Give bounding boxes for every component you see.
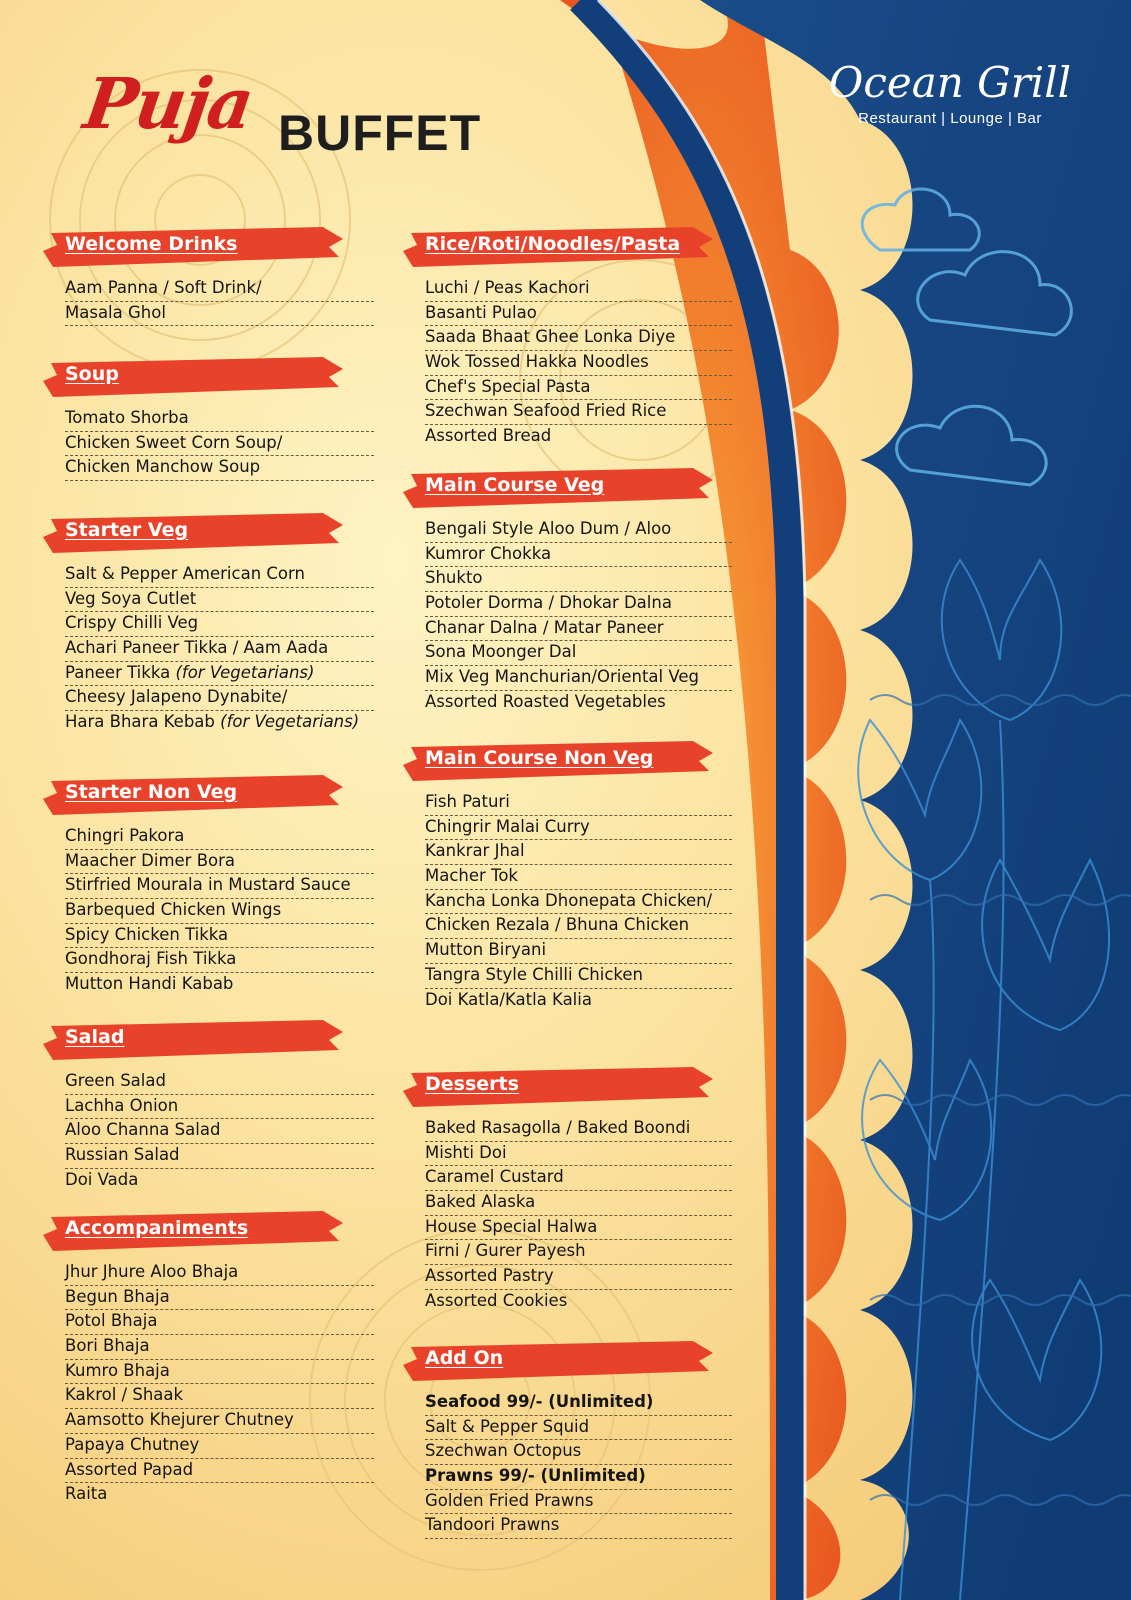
list-item: Baked Rasagolla / Baked Boondi: [425, 1117, 732, 1142]
section-heading: [65, 221, 374, 271]
list-item: Chicken Rezala / Bhuna Chicken: [425, 914, 732, 939]
vegetarian-note: (for Vegetarians): [220, 712, 360, 732]
list-item: Szechwan Octopus: [425, 1440, 732, 1465]
list-item: Chicken Sweet Corn Soup/: [65, 432, 374, 457]
list-item: Doi Katla/Katla Kalia: [425, 989, 592, 1009]
list-item: Doi Vada: [65, 1169, 139, 1189]
section-add-on: [425, 1335, 732, 1539]
list-starter-nonveg: [65, 825, 374, 998]
section-heading: [65, 507, 374, 557]
section-soup: [65, 351, 374, 481]
list-item: Chingrir Malai Curry: [425, 816, 732, 841]
list-item: Chingri Pakora: [65, 825, 374, 850]
section-salad: [65, 1014, 374, 1193]
heading-starter-veg: Starter Veg: [65, 519, 189, 541]
list-desserts: [425, 1117, 732, 1315]
list-item: Fish Paturi: [425, 791, 732, 816]
list-item: Assorted Cookies: [425, 1290, 568, 1310]
list-item: Crispy Chilli Veg: [65, 612, 374, 637]
list-item: Veg Soya Cutlet: [65, 588, 374, 613]
list-main-veg: [425, 518, 732, 716]
list-item: Macher Tok: [425, 865, 732, 890]
list-item: Chanar Dalna / Matar Paneer: [425, 617, 732, 642]
list-starter-veg: [65, 563, 374, 736]
list-item: Shukto: [425, 567, 732, 592]
list-item: Wok Tossed Hakka Noodles: [425, 351, 732, 376]
title-script-puja: Puja: [79, 62, 258, 145]
list-item: Assorted Papad: [65, 1459, 374, 1484]
heading-welcome-drinks: Welcome Drinks: [65, 233, 238, 255]
section-heading: [425, 735, 732, 785]
list-item: Szechwan Seafood Fried Rice: [425, 400, 732, 425]
section-desserts: [425, 1061, 732, 1315]
list-item: Potol Bhaja: [65, 1310, 374, 1335]
section-main-nonveg: [425, 735, 732, 1013]
list-item: Assorted Roasted Vegetables: [425, 691, 666, 711]
section-heading: [425, 1335, 732, 1385]
list-item: Mix Veg Manchurian/Oriental Veg: [425, 666, 732, 691]
item-text: Hara Bhara Kebab: [65, 712, 215, 732]
list-item: Cheesy Jalapeno Dynabite/: [65, 686, 374, 711]
list-main-nonveg: [425, 791, 732, 1013]
list-item: Saada Bhaat Ghee Lonka Diye: [425, 326, 732, 351]
list-item: [65, 662, 374, 687]
section-rice-roti: [425, 221, 732, 450]
list-item: Bori Bhaja: [65, 1335, 374, 1360]
section-heading: [425, 1061, 732, 1111]
list-item: Russian Salad: [65, 1144, 374, 1169]
list-item: Tandoori Prawns: [425, 1514, 732, 1539]
list-item: Assorted Pastry: [425, 1265, 732, 1290]
list-item: Golden Fried Prawns: [425, 1490, 732, 1515]
list-item: Maacher Dimer Bora: [65, 850, 374, 875]
list-item: Aamsotto Khejurer Chutney: [65, 1409, 374, 1434]
brand-logo: [820, 58, 1080, 127]
heading-accompaniments: Accompaniments: [65, 1217, 249, 1239]
list-item: Mutton Biryani: [425, 939, 732, 964]
list-item: Jhur Jhure Aloo Bhaja: [65, 1261, 374, 1286]
list-item: Begun Bhaja: [65, 1286, 374, 1311]
list-item: Kancha Lonka Dhonepata Chicken/: [425, 890, 732, 915]
list-item: Masala Ghol: [65, 302, 374, 327]
list-item: Kankrar Jhal: [425, 840, 732, 865]
list-item: Kumror Chokka: [425, 543, 732, 568]
list-item: Achari Paneer Tikka / Aam Aada: [65, 637, 374, 662]
list-item: Aloo Channa Salad: [65, 1119, 374, 1144]
list-item: Chicken Manchow Soup: [65, 456, 374, 481]
heading-main-veg: Main Course Veg: [425, 474, 605, 496]
list-item: Potoler Dorma / Dhokar Dalna: [425, 592, 732, 617]
heading-main-nonveg: Main Course Non Veg: [425, 747, 654, 769]
section-starter-nonveg: [65, 769, 374, 998]
list-item: Luchi / Peas Kachori: [425, 277, 732, 302]
list-item: Lachha Onion: [65, 1095, 374, 1120]
list-item: Chef's Special Pasta: [425, 376, 732, 401]
list-rice-roti: [425, 277, 732, 450]
list-item: Kakrol / Shaak: [65, 1384, 374, 1409]
list-salad: [65, 1070, 374, 1193]
vegetarian-note: (for Vegetarians): [175, 662, 315, 682]
brand-name: Ocean Grill: [828, 58, 1072, 107]
item-text: Paneer Tikka: [65, 662, 171, 682]
list-item: Baked Alaska: [425, 1191, 732, 1216]
list-item: Caramel Custard: [425, 1166, 732, 1191]
list-add-on: [425, 1391, 732, 1539]
section-heading: [65, 1205, 374, 1255]
section-starter-veg: [65, 507, 374, 736]
section-heading: [425, 221, 732, 271]
list-item: Assorted Bread: [425, 426, 552, 446]
heading-salad: Salad: [65, 1026, 125, 1048]
heading-soup: Soup: [65, 363, 119, 385]
list-item: Tomato Shorba: [65, 407, 374, 432]
heading-add-on: Add On: [425, 1347, 504, 1369]
list-item: Spicy Chicken Tikka: [65, 924, 374, 949]
list-item: Papaya Chutney: [65, 1434, 374, 1459]
section-heading: [425, 462, 732, 512]
list-item: Mishti Doi: [425, 1142, 732, 1167]
section-accompaniments: [65, 1205, 374, 1508]
section-welcome-drinks: [65, 221, 374, 326]
list-item: Firni / Gurer Payesh: [425, 1240, 732, 1265]
list-item: Tangra Style Chilli Chicken: [425, 964, 732, 989]
list-accompaniments: [65, 1261, 374, 1508]
list-item: Prawns 99/- (Unlimited): [425, 1465, 732, 1490]
list-soup: [65, 407, 374, 481]
title-buffet: BUFFET: [278, 105, 482, 161]
list-item: Kumro Bhaja: [65, 1360, 374, 1385]
section-main-veg: [425, 462, 732, 716]
brand-tagline: Restaurant | Lounge | Bar: [858, 110, 1042, 127]
list-welcome-drinks: [65, 277, 374, 326]
list-item: Basanti Pulao: [425, 302, 732, 327]
heading-desserts: Desserts: [425, 1073, 519, 1095]
list-item: Salt & Pepper Squid: [425, 1416, 732, 1441]
list-item: Bengali Style Aloo Dum / Aloo: [425, 518, 732, 543]
heading-starter-nonveg: Starter Non Veg: [65, 781, 238, 803]
list-item: Green Salad: [65, 1070, 374, 1095]
section-heading: [65, 769, 374, 819]
list-item: Barbequed Chicken Wings: [65, 899, 374, 924]
list-item: Salt & Pepper American Corn: [65, 563, 374, 588]
heading-rice-roti: Rice/Roti/Noodles/Pasta: [425, 233, 681, 255]
section-heading: [65, 1014, 374, 1064]
list-item: Mutton Handi Kabab: [65, 974, 234, 994]
list-item: House Special Halwa: [425, 1216, 732, 1241]
list-item: Aam Panna / Soft Drink/: [65, 277, 374, 302]
section-heading: [65, 351, 374, 401]
list-item: Sona Moonger Dal: [425, 641, 732, 666]
list-item: Seafood 99/- (Unlimited): [425, 1391, 732, 1416]
list-item: Stirfried Mourala in Mustard Sauce: [65, 874, 374, 899]
list-item: Raita: [65, 1484, 108, 1504]
list-item: [65, 711, 374, 736]
list-item: Gondhoraj Fish Tikka: [65, 948, 374, 973]
